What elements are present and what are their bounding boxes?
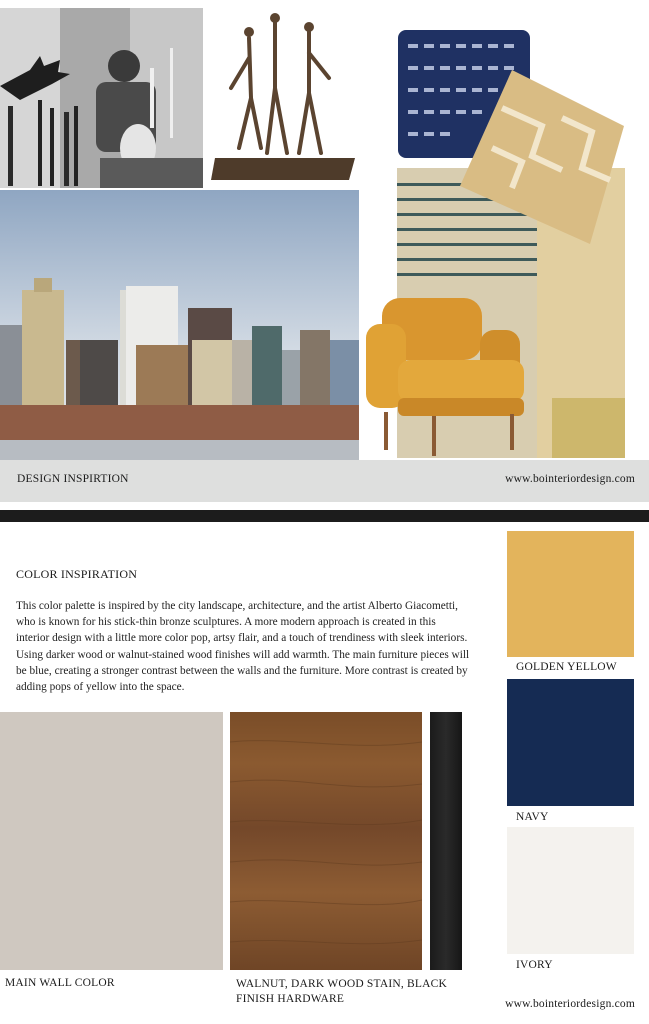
design-inspiration-banner — [0, 460, 649, 502]
ivory-swatch — [507, 827, 634, 954]
furnishings-illustration — [362, 8, 649, 460]
photo-city-skyline — [0, 190, 359, 460]
photo-furnishings-moodboard — [362, 8, 649, 460]
skyline-illustration — [0, 190, 359, 460]
color-inspiration-body: This color palette is inspired by the city landscape, architecture, and the artist Alberto Giacometti, who is known for his stick-thin bronze sculptures. A more modern approach is created in this interior design with a little more color pop, artsy flair, and a touch of trendiness with sleek interiors. Using darker wood or walnut-stained wood finishes will add warmth. The main furniture pieces will be blue, creating a stronger contrast between the walls and the furniture. More contrast is created by adding pops of yellow into the space. — [16, 600, 470, 694]
golden-yellow-label: GOLDEN YELLOW — [516, 661, 617, 673]
banner-title: DESIGN INSPIRTION — [17, 473, 129, 485]
black-hardware-swatch — [430, 712, 462, 970]
navy-label: NAVY — [516, 811, 549, 823]
walnut-hardware-label: WALNUT, DARK WOOD STAIN, BLACK FINISH HARDWARE — [236, 978, 448, 1005]
walnut-wood-swatch — [230, 712, 422, 970]
section-divider — [0, 510, 649, 522]
artist-illustration — [0, 8, 203, 188]
wood-grain-texture — [230, 712, 422, 970]
main-wall-color-swatch — [0, 712, 223, 970]
banner-website-link[interactable]: www.bointeriordesign.com — [505, 473, 635, 485]
color-inspiration-heading: COLOR INSPIRATION — [16, 567, 138, 581]
ivory-label: IVORY — [516, 959, 553, 971]
walking-figures-sculpture — [209, 8, 359, 188]
navy-swatch — [507, 679, 634, 806]
footer-website-link[interactable]: www.bointeriordesign.com — [505, 998, 635, 1010]
photo-giacometti-artist — [0, 8, 203, 188]
photo-bronze-sculpture — [209, 8, 359, 188]
main-wall-color-label: MAIN WALL COLOR — [5, 977, 115, 989]
golden-yellow-swatch — [507, 531, 634, 657]
